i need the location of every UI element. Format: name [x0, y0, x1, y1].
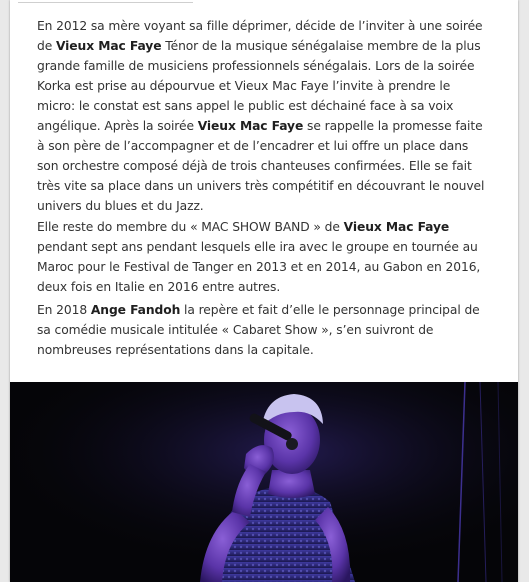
paragraph-band-tour	[37, 217, 489, 297]
paragraph-cabaret-show	[37, 300, 489, 360]
bold-name: Vieux Mac Faye	[343, 220, 450, 234]
text-span: Elle reste do membre du « MAC SHOW BAND » de	[37, 220, 344, 234]
bold-name: Ange Fandoh	[90, 303, 181, 317]
text-span: pendant sept ans pendant lesquels elle ira avec le groupe en tournée au Maroc pour le Festival de Tanger en 2013 et en 2014, au Gabon en 2016, deux fois en Italie en 2016 entre autres.	[37, 240, 481, 294]
text-span: En 2018	[37, 303, 91, 317]
text-span: la repère et fait d’elle le personnage principal de sa comédie musicale intitulée « Cabaret Show », s’en suivront de nombreuses représentations dans la capitale.	[37, 303, 480, 357]
article-page	[10, 0, 518, 582]
bold-name: Vieux Mac Faye	[197, 119, 304, 133]
text-span: En 2012 sa mère voyant sa fille déprimer, décide de l’inviter à une soirée de	[37, 19, 483, 53]
paragraph-career-start	[37, 16, 489, 216]
singer-on-stage-image	[10, 382, 518, 582]
concert-photo	[10, 382, 518, 582]
text-span: se rappelle la promesse faite à son père de l’accompagner et de l’encadrer et lui offre un place dans son orchestre composé déjà de trois chanteuses confirmées. Elle se fait très vite sa place dans un univers très compétitif en découvrant le nouvel univers du blues et du Jazz.	[37, 119, 485, 213]
divider	[18, 2, 193, 3]
text-span: Ténor de la musique sénégalaise membre de la plus grande famille de musiciens professionnels sénégalais. Lors de la soirée Korka est prise au dépourvue et Vieux Mac Faye l’invite à prendre le micro: le constat est sans appel le public est déchainé face à sa voix angélique. Après la soirée	[37, 39, 481, 133]
bold-name: Vieux Mac Faye	[55, 39, 162, 53]
